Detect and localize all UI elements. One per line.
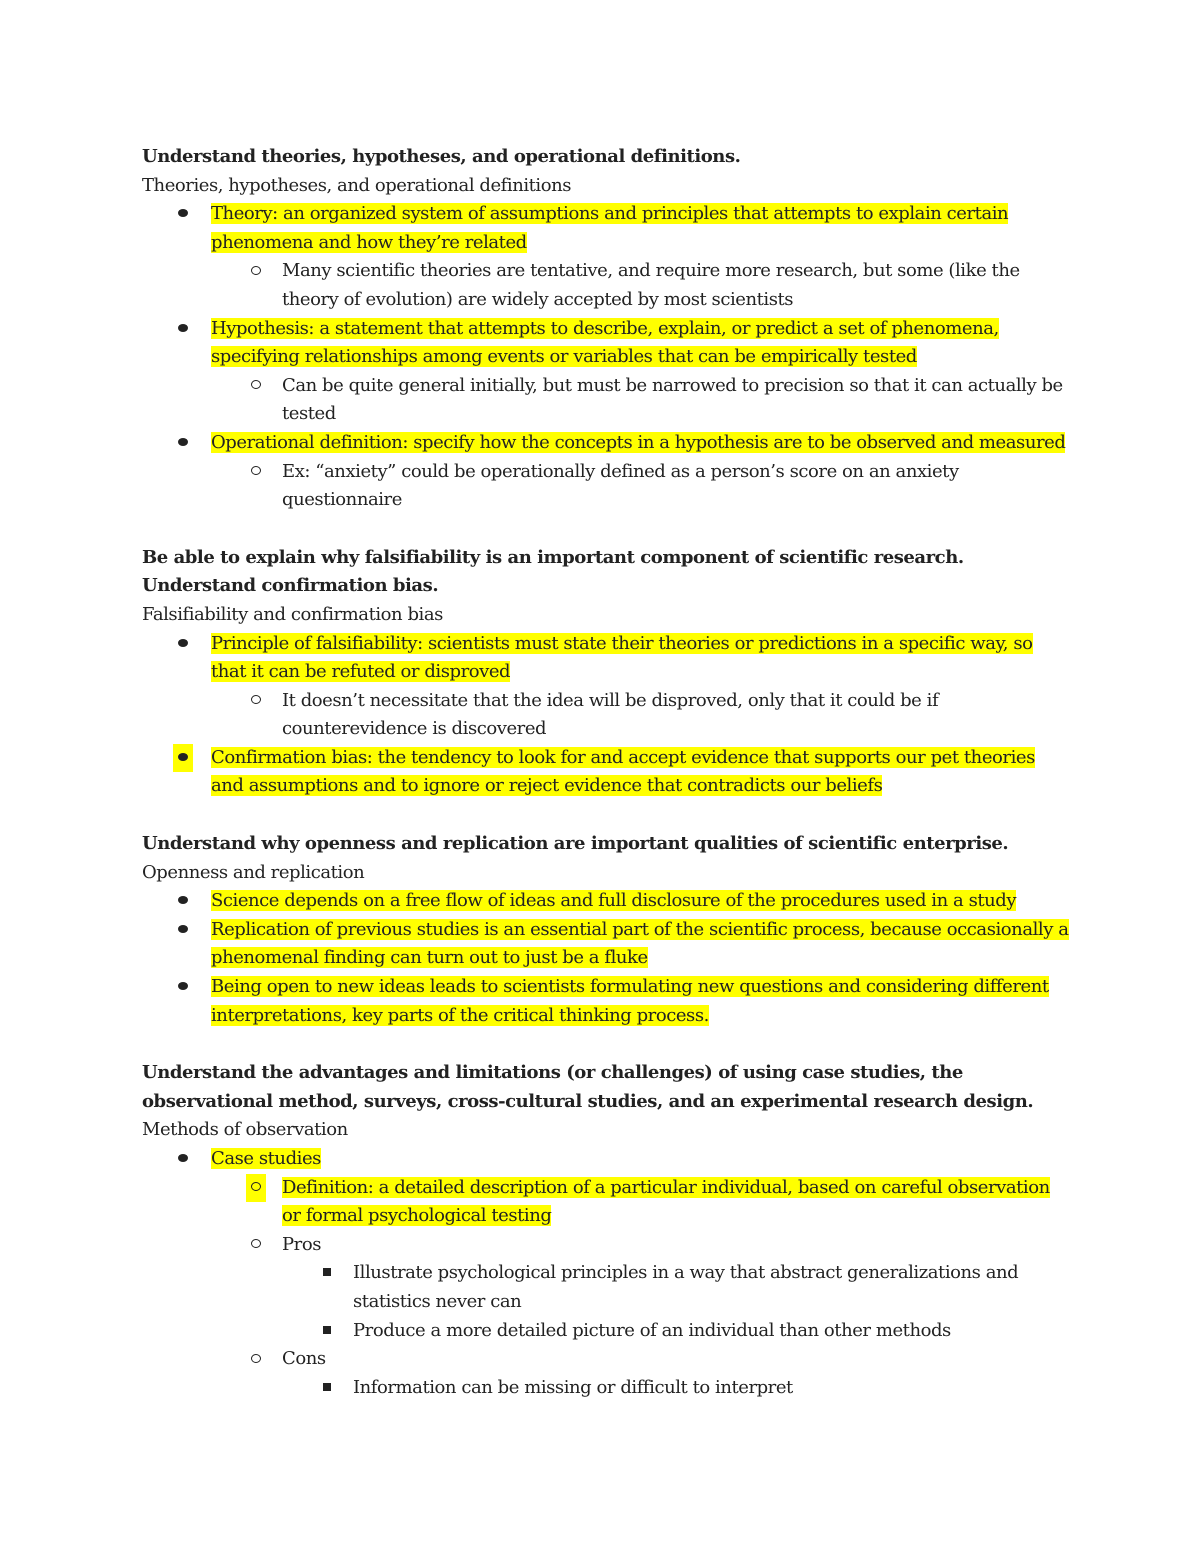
list-item-text: Illustrate psychological principles in a way that abstract generalizations and statistics never can xyxy=(353,1262,1019,1312)
bullet-dot-icon xyxy=(173,744,193,773)
bullet-dot-icon xyxy=(173,973,193,1002)
bullet-circle-icon xyxy=(246,257,266,286)
list-item-text: Many scientific theories are tentative, and require more research, but some (like the theory of evolution) are widely accepted by most scientists xyxy=(282,260,1020,310)
list-item-text: Can be quite general initially, but must be narrowed to precision so that it can actually be tested xyxy=(282,374,1063,425)
list-item-text: Theory: an organized system of assumptions and principles that attempts to explain certain phenomena and how they’re related xyxy=(211,203,1009,253)
bullet-dot-icon xyxy=(173,887,193,916)
bullet-circle-icon xyxy=(246,1345,266,1374)
list-item xyxy=(142,315,1072,372)
bullet-dot-icon xyxy=(173,916,193,945)
section-subtitle: Theories, hypotheses, and operational definitions xyxy=(142,174,572,196)
bullet-dot-icon xyxy=(173,1145,193,1174)
list-item-text: Science depends on a free flow of ideas and full disclosure of the procedures used in a study xyxy=(211,890,1017,912)
list-item-text: Produce a more detailed picture of an individual than other methods xyxy=(353,1319,951,1341)
list-item-text: Definition: a detailed description of a particular individual, based on careful observation or formal psychological testing xyxy=(282,1176,1050,1227)
list-item xyxy=(142,458,1072,515)
list-item-text: Principle of falsifiability: scientists must state their theories or predictions in a specific way, so that it can be refuted or disproved xyxy=(211,632,1033,683)
list-item-text: Confirmation bias: the tendency to look for and accept evidence that supports our pet theories and assumptions and to ignore or reject evidence that contradicts our beliefs xyxy=(211,746,1035,797)
list-item xyxy=(142,973,1072,1030)
document-body xyxy=(142,143,1072,1402)
list-item xyxy=(142,687,1072,744)
list-item-text: Ex: “anxiety” could be operationally defined as a person’s score on an anxiety questionnaire xyxy=(282,460,959,511)
list-item-text: Information can be missing or difficult to interpret xyxy=(353,1376,793,1398)
bullet-square-icon xyxy=(317,1259,337,1288)
section-heading: Understand the advantages and limitations (or challenges) of using case studies, the observational method, surveys, cross-cultural studies, and an experimental research design. xyxy=(142,1062,1034,1112)
section-spacer xyxy=(142,1030,1072,1059)
section-spacer xyxy=(142,515,1072,544)
section-spacer xyxy=(142,801,1072,830)
bullet-square-icon xyxy=(317,1317,337,1346)
bullet-circle-icon xyxy=(246,458,266,487)
list-item xyxy=(142,1231,1072,1260)
list-item xyxy=(142,887,1072,916)
list-item-text: Cons xyxy=(282,1348,326,1370)
list-item-text: Case studies xyxy=(211,1148,321,1169)
list-item xyxy=(142,630,1072,687)
list-item-text: It doesn’t necessitate that the idea will be disproved, only that it could be if counterevidence is discovered xyxy=(282,689,939,740)
list-item xyxy=(142,916,1072,973)
bullet-circle-icon xyxy=(246,372,266,401)
section-subtitle: Falsifiability and confirmation bias xyxy=(142,603,443,625)
list-item xyxy=(142,257,1072,314)
section-subtitle: Methods of observation xyxy=(142,1119,348,1141)
section-heading: Be able to explain why falsifiability is an important component of scientific research. Understand confirmation bias. xyxy=(142,546,964,597)
bullet-circle-icon xyxy=(246,687,266,716)
list-item xyxy=(142,372,1072,429)
list-item xyxy=(142,1145,1072,1174)
bullet-circle-icon xyxy=(246,1174,266,1203)
list-item xyxy=(142,429,1072,458)
bullet-circle-icon xyxy=(246,1231,266,1260)
section-subtitle: Openness and replication xyxy=(142,861,365,883)
section-heading: Understand why openness and replication are important qualities of scientific enterprise. xyxy=(142,833,1009,855)
list-item xyxy=(142,1374,1072,1403)
bullet-dot-icon xyxy=(173,315,193,344)
bullet-dot-icon xyxy=(173,429,193,458)
section-heading: Understand theories, hypotheses, and operational definitions. xyxy=(142,146,741,167)
list-item xyxy=(142,1317,1072,1346)
list-item xyxy=(142,1345,1072,1374)
bullet-square-icon xyxy=(317,1374,337,1403)
bullet-dot-icon xyxy=(173,200,193,229)
list-item xyxy=(142,200,1072,257)
bullet-dot-icon xyxy=(173,630,193,659)
list-item-text: Being open to new ideas leads to scientists formulating new questions and considering different interpretations, key parts of the critical thinking process. xyxy=(211,976,1049,1026)
list-item xyxy=(142,1259,1072,1316)
list-item-text: Hypothesis: a statement that attempts to describe, explain, or predict a set of phenomena, specifying relationships among events or variables that can be empirically tested xyxy=(211,317,999,368)
list-item-text: Pros xyxy=(282,1233,321,1255)
list-item xyxy=(142,1174,1072,1231)
list-item-text: Operational definition: specify how the concepts in a hypothesis are to be observed and measured xyxy=(211,431,1066,453)
list-item-text: Replication of previous studies is an essential part of the scientific process, because occasionally a phenomenal finding can turn out to just be a fluke xyxy=(211,918,1069,969)
list-item xyxy=(142,744,1072,801)
